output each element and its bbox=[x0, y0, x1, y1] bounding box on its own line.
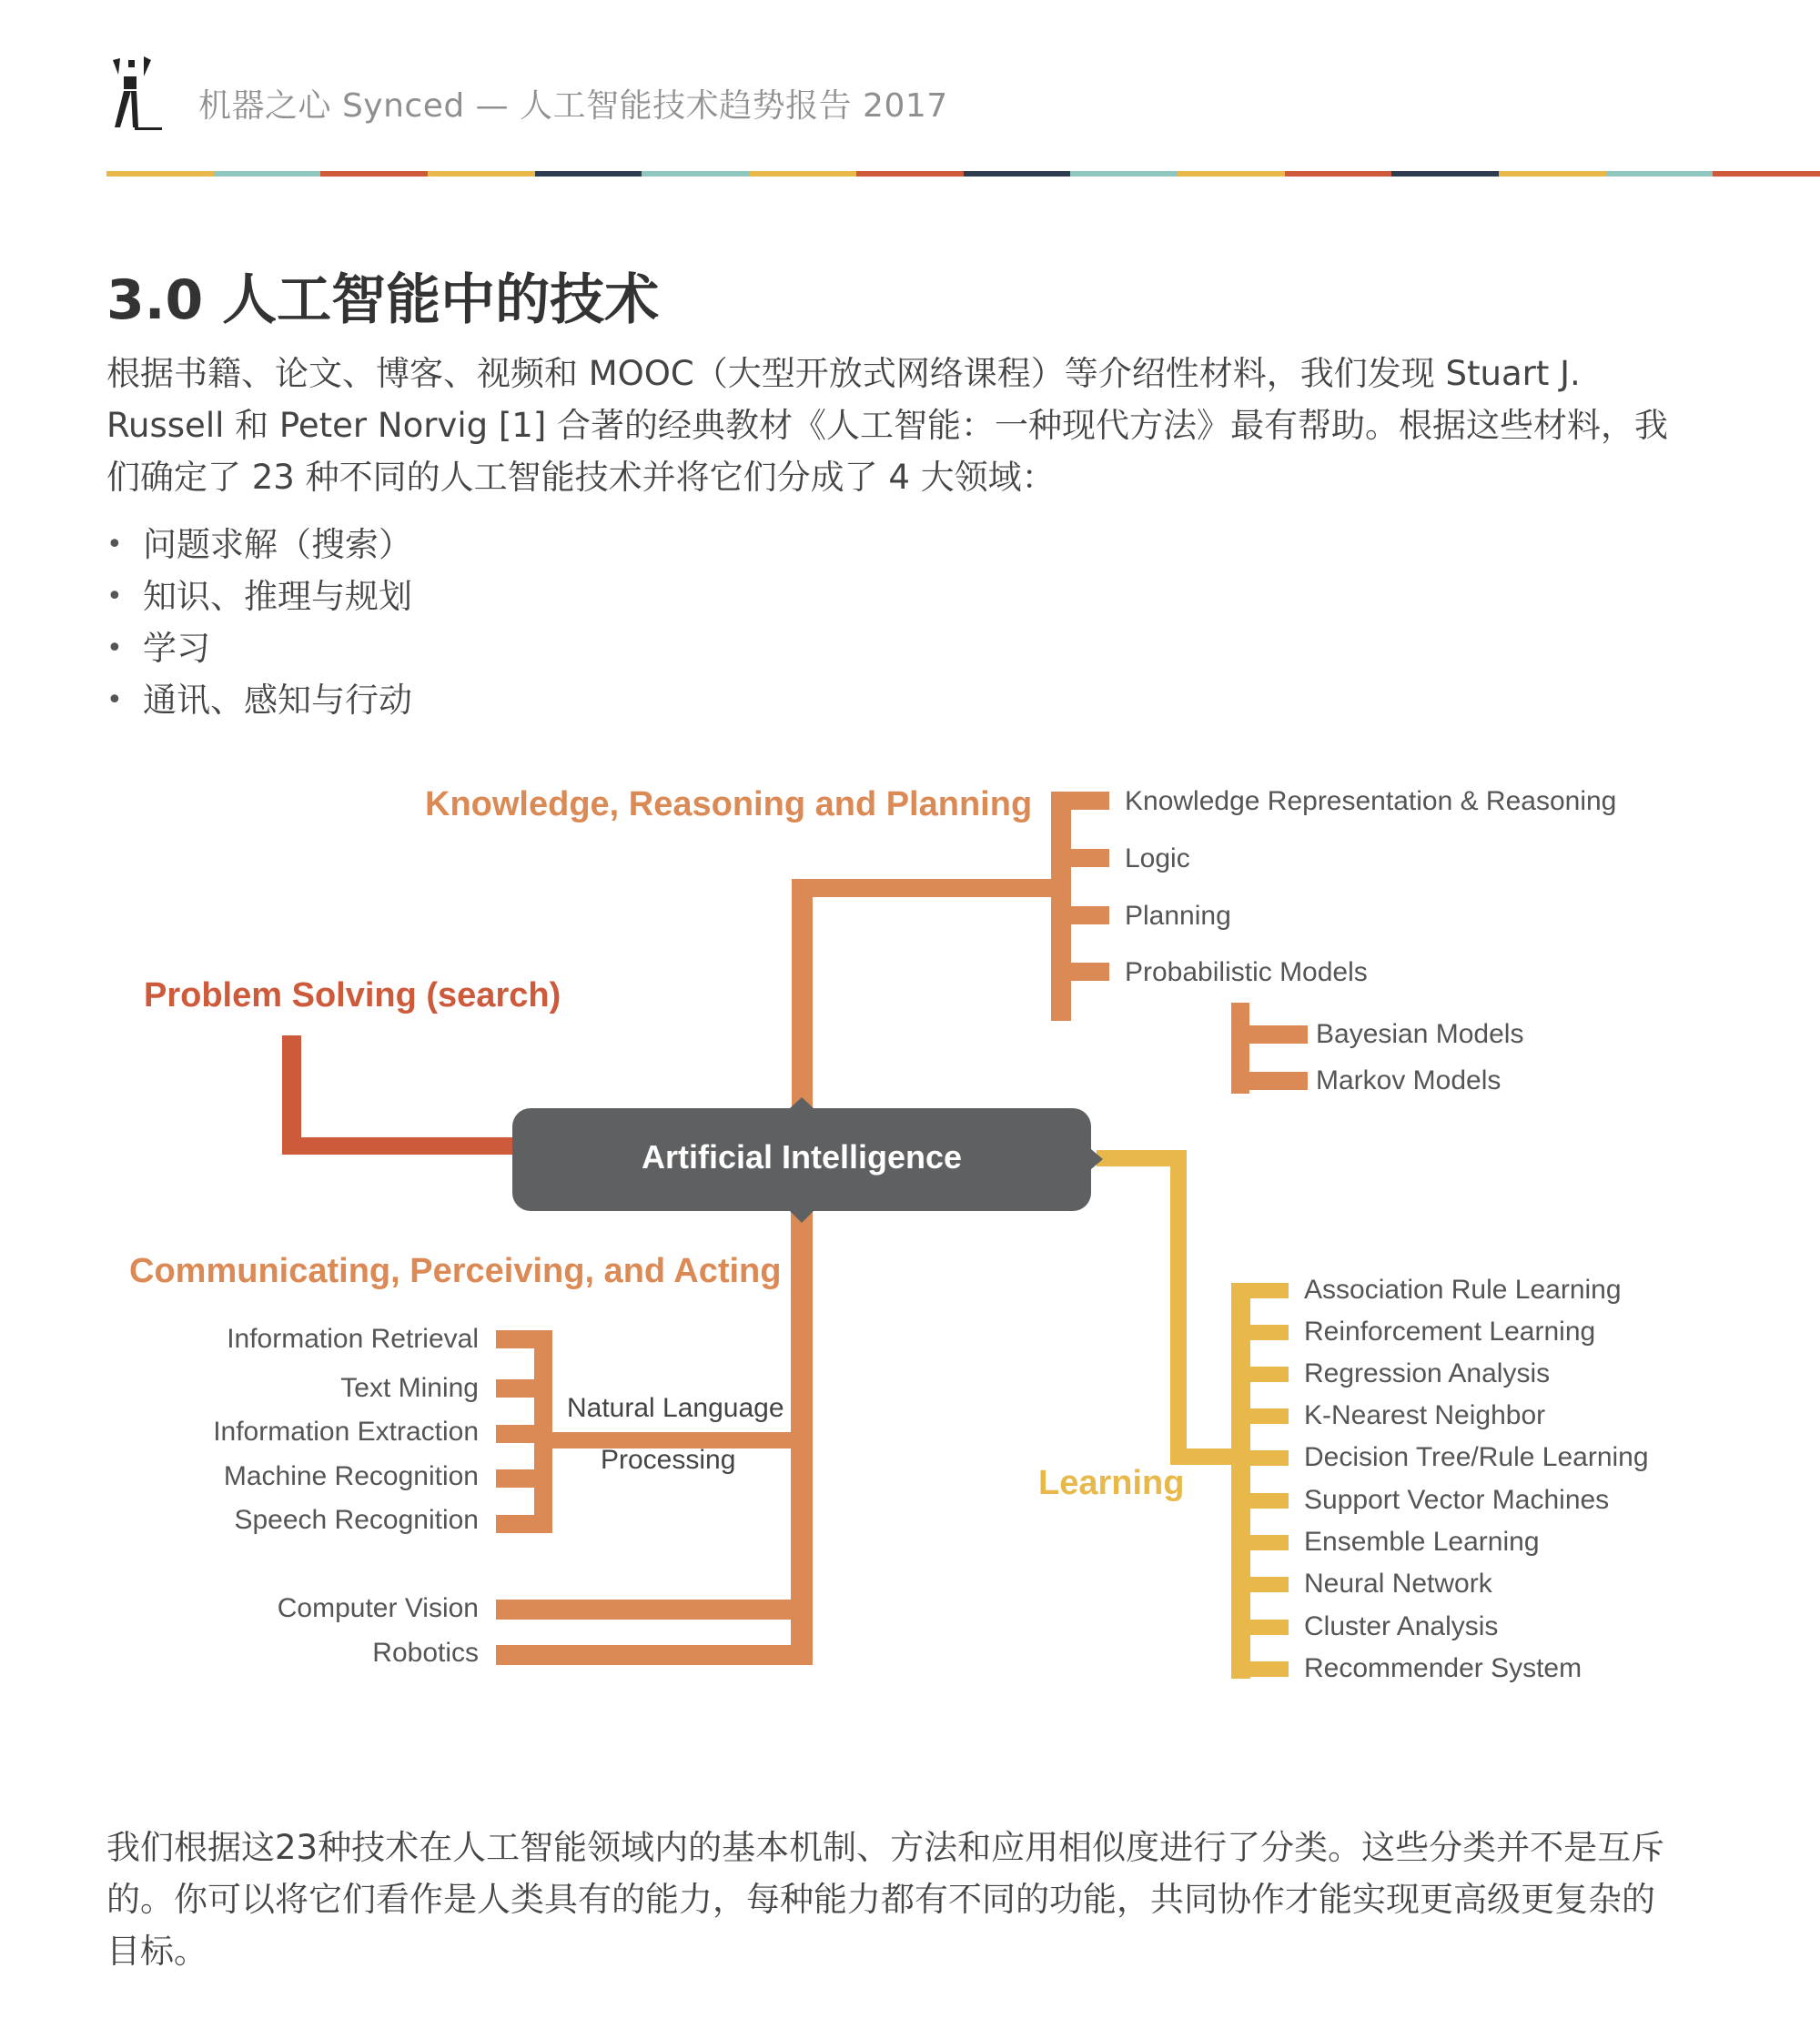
stripe-segment bbox=[749, 171, 856, 177]
stripe-segment bbox=[214, 171, 321, 177]
stripe-segment bbox=[1499, 171, 1606, 177]
stripe-segment bbox=[1713, 171, 1820, 177]
krp-sub-item: Bayesian Models bbox=[1316, 1019, 1524, 1049]
learning-item: Neural Network bbox=[1304, 1569, 1492, 1599]
nlp-item: Information Extraction bbox=[213, 1417, 479, 1447]
krp-sub-item: Markov Models bbox=[1316, 1065, 1502, 1095]
nlp-item: Speech Recognition bbox=[234, 1505, 479, 1535]
learning-item: Reinforcement Learning bbox=[1304, 1317, 1596, 1347]
intro-paragraph: 根据书籍、论文、博客、视频和 MOOC（大型开放式网络课程）等介绍性材料，我们发现 Stuart J. Russell 和 Peter Norvig [1] 合著的经典教材《人工智能：一种现代方法》最有帮助。根据这些材料，我们确定了 23 种不同的人工智能技术并将它们分成了 4 大领域： bbox=[106, 354, 1669, 497]
cpa-category-label: Communicating, Perceiving, and Acting bbox=[129, 1252, 782, 1290]
stripe-segment bbox=[1391, 171, 1499, 177]
learning-item: Regression Analysis bbox=[1304, 1358, 1551, 1388]
krp-item: Planning bbox=[1125, 901, 1231, 931]
closing-paragraph: 我们根据这23种技术在人工智能领域内的基本机制、方法和应用相似度进行了分类。这些分类并不是互斥的。你可以将它们看作是人类具有的能力，每种能力都有不同的功能，共同协作才能实现更高级更复杂的目标。 bbox=[106, 1828, 1665, 1971]
learning-item: Cluster Analysis bbox=[1304, 1611, 1499, 1641]
stripe-segment bbox=[535, 171, 642, 177]
learning-item: Association Rule Learning bbox=[1304, 1275, 1622, 1305]
section-title: 3.0 人工智能中的技术 bbox=[106, 268, 660, 332]
nlp-item: Information Retrieval bbox=[227, 1324, 479, 1354]
krp-item: Probabilistic Models bbox=[1125, 957, 1368, 987]
domain-list bbox=[106, 519, 412, 726]
domain-item: • 学习 bbox=[106, 622, 412, 674]
problem-solving-connector bbox=[282, 1035, 519, 1155]
synced-logo-icon bbox=[107, 55, 167, 133]
ai-techniques-mindmap bbox=[0, 764, 1820, 1711]
nlp-item: Machine Recognition bbox=[223, 1461, 479, 1491]
learning-item: Decision Tree/Rule Learning bbox=[1304, 1442, 1649, 1472]
nlp-group-label-line1: Natural Language bbox=[567, 1393, 784, 1423]
cpa-item: Robotics bbox=[372, 1638, 479, 1668]
krp-category-label: Knowledge, Reasoning and Planning bbox=[425, 785, 1033, 823]
stripe-segment bbox=[1606, 171, 1714, 177]
cpa-item: Computer Vision bbox=[277, 1593, 479, 1623]
stripe-segment bbox=[1178, 171, 1285, 177]
stripe-segment bbox=[106, 171, 214, 177]
stripe-segment bbox=[320, 171, 428, 177]
learning-item: K-Nearest Neighbor bbox=[1304, 1400, 1546, 1430]
learning-connector bbox=[1097, 1150, 1289, 1679]
domain-item: • 知识、推理与规划 bbox=[106, 570, 412, 622]
learning-item: Recommender System bbox=[1304, 1653, 1582, 1683]
header-color-stripe bbox=[106, 171, 1820, 177]
nlp-item: Text Mining bbox=[340, 1373, 479, 1403]
domain-item: • 问题求解（搜索） bbox=[106, 519, 412, 570]
center-node-label: Artificial Intelligence bbox=[641, 1138, 963, 1176]
stripe-segment bbox=[964, 171, 1071, 177]
krp-item: Logic bbox=[1125, 843, 1190, 873]
learning-item: Ensemble Learning bbox=[1304, 1527, 1540, 1557]
stripe-segment bbox=[642, 171, 749, 177]
stripe-segment bbox=[856, 171, 964, 177]
domain-item: • 通讯、感知与行动 bbox=[106, 674, 412, 726]
krp-item: Knowledge Representation & Reasoning bbox=[1125, 786, 1617, 816]
report-header-title: 机器之心 Synced — 人工智能技术趋势报告 2017 bbox=[198, 87, 948, 125]
learning-item: Support Vector Machines bbox=[1304, 1485, 1610, 1515]
stripe-segment bbox=[1285, 171, 1392, 177]
learning-category-label: Learning bbox=[1038, 1464, 1185, 1502]
stripe-segment bbox=[428, 171, 535, 177]
stripe-segment bbox=[1070, 171, 1178, 177]
nlp-group-label-line2: Processing bbox=[601, 1445, 736, 1475]
problem-solving-category-label: Problem Solving (search) bbox=[144, 976, 561, 1014]
